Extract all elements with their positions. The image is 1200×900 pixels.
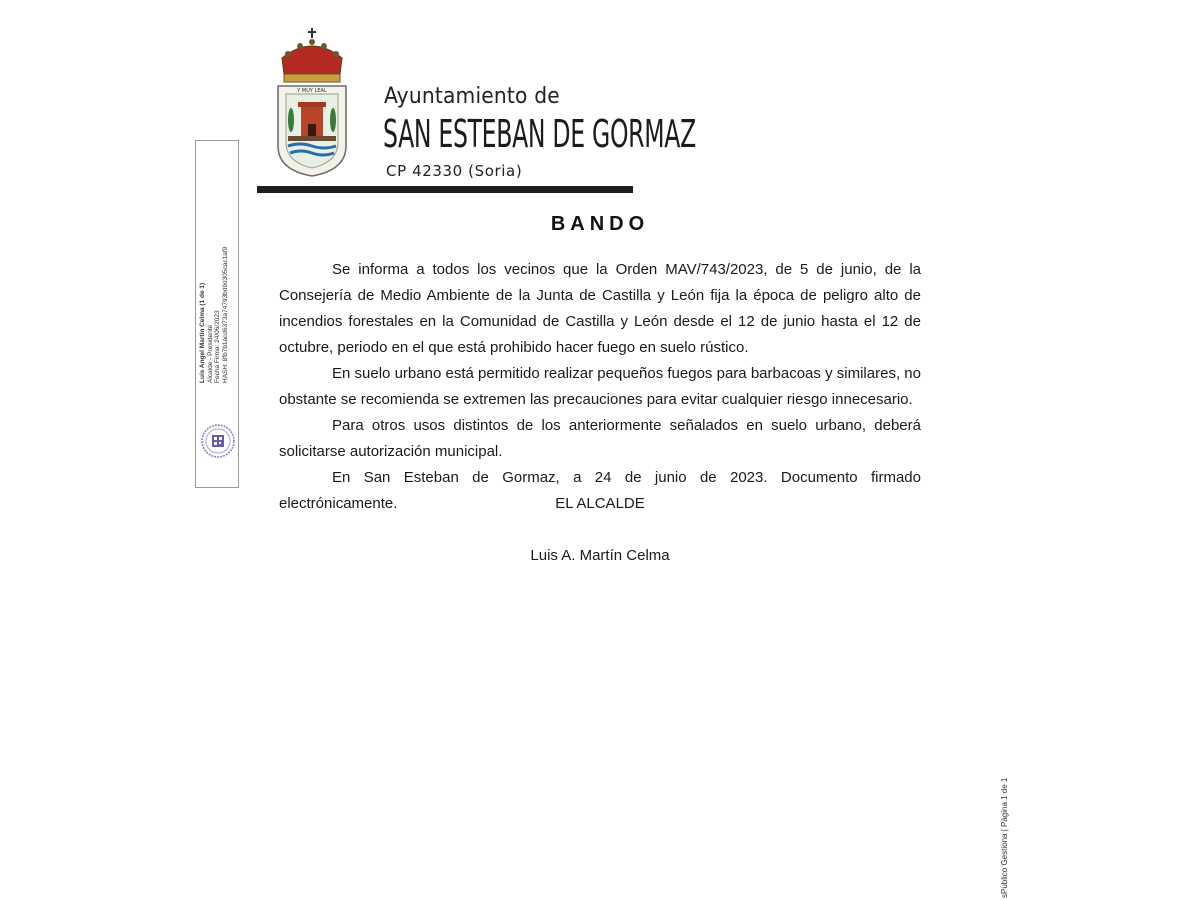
paragraph: Para otros usos distintos de los anteriormente señalados en suelo urbano, deberá solicitarse autorización municipal. [279, 417, 921, 460]
signer-name: Luis Angel Martin Celma (1 de 1) [199, 282, 206, 383]
organization-postal-code: CP 42330 (Soria) [386, 162, 523, 180]
svg-text:Y MUY LEAL: Y MUY LEAL [297, 88, 327, 94]
signatory-role: EL ALCALDE [555, 495, 645, 512]
paragraph: En San Esteban de Gormaz, a 24 de junio de 2023. Documento firmado electrónicamente. [279, 469, 921, 512]
header-divider [257, 186, 633, 193]
signature-hash: HASH: 8fb7b1acd6373a74793bd9d305cac1af9 [221, 246, 229, 383]
signatory-name: Luis A. Martín Celma [530, 547, 670, 564]
organization-name-line1: Ayuntamiento de [384, 84, 560, 109]
paragraph: En suelo urbano está permitido realizar pequeños fuegos para barbacoas y similares, no obstante se recomienda se extremen las precauciones para evitar cualquier riesgo innecesario. [279, 365, 921, 408]
electronic-signature-stamp [195, 140, 239, 488]
qr-seal-icon [200, 423, 236, 459]
page-footer: sPublico Gestiona | Página 1 de 1 [1000, 777, 1009, 898]
organization-name-line2: SAN ESTEBAN DE GORMAZ [383, 112, 696, 156]
signature-date: Fecha Firma: 24/06/2023 [214, 310, 221, 383]
signature-details [199, 143, 229, 383]
paragraph: Se informa a todos los vecinos que la Orden MAV/743/2023, de 5 de junio, de la Consejería de Medio Ambiente de la Junta de Castilla y León fija la época de peligro alto de incendios forestales en la Comunidad de Castilla y León desde el 12 de junio hasta el 12 de octubre, periodo en el que está prohibido hacer fuego en suelo rústico. [279, 261, 921, 356]
document-body [279, 257, 921, 517]
signer-role: Alcalde - Presidente [206, 324, 214, 383]
document-title: BANDO [550, 213, 650, 235]
coat-of-arms-logo [274, 28, 350, 178]
